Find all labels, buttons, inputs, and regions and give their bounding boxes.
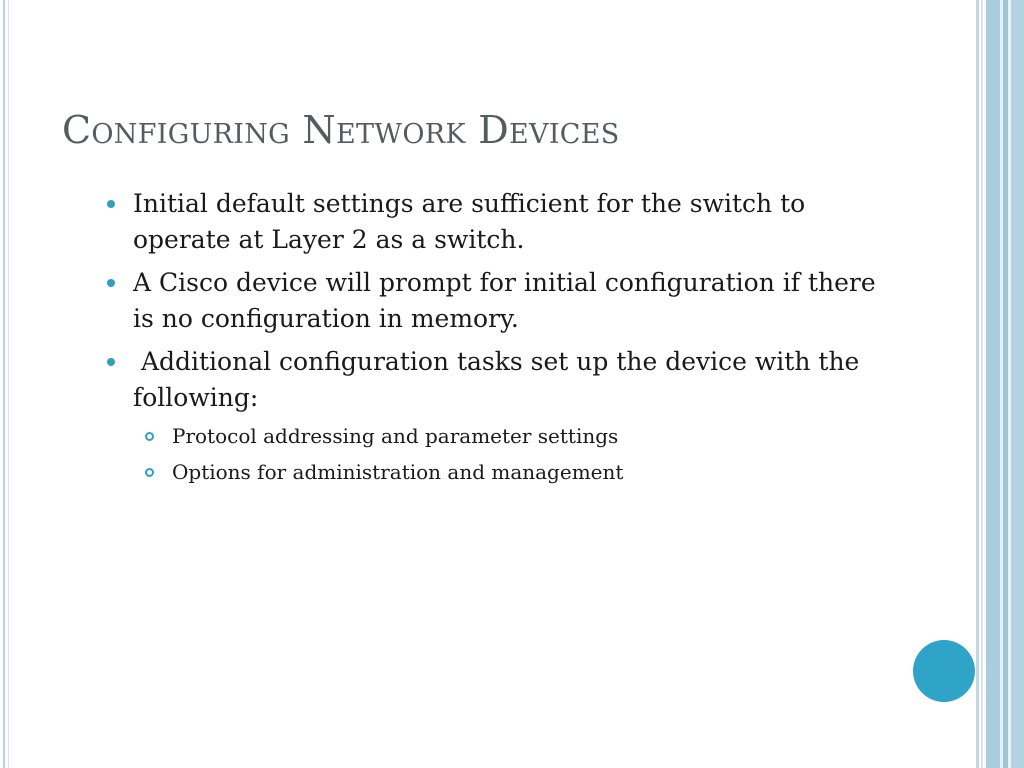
bullet-text: Initial default settings are sufficient for the switch to operate at Layer 2 as a switch. — [133, 189, 806, 254]
stripe — [1011, 0, 1024, 768]
bullet-item — [104, 186, 894, 258]
slide-title: Configuring Network Devices — [62, 108, 620, 152]
left-border-line — [3, 0, 5, 768]
right-stripe-decoration — [976, 0, 1024, 768]
sub-bullet-item — [133, 418, 894, 454]
left-border-line — [8, 0, 9, 768]
bullet-text: Additional configuration tasks set up the device with the following: — [133, 347, 868, 412]
sub-bullet-item — [133, 454, 894, 490]
bullet-dot-icon — [107, 200, 115, 208]
bullet-ring-icon — [145, 468, 154, 477]
bullet-ring-icon — [145, 432, 154, 441]
bullet-item — [104, 344, 894, 490]
sub-bullet-list — [133, 418, 894, 490]
decorative-circle — [913, 640, 975, 702]
stripe — [976, 0, 979, 768]
bullet-text: A Cisco device will prompt for initial configuration if there is no configuration in memory. — [133, 268, 876, 333]
stripe — [981, 0, 983, 768]
sub-bullet-text: Protocol addressing and parameter settings — [172, 424, 619, 448]
bullet-item — [104, 265, 894, 337]
stripe — [986, 0, 1000, 768]
bullet-dot-icon — [107, 279, 115, 287]
sub-bullet-text: Options for administration and management — [172, 460, 624, 484]
bullet-dot-icon — [107, 358, 115, 366]
bullet-list — [104, 186, 894, 490]
left-border-decoration — [0, 0, 10, 768]
slide-content — [104, 186, 894, 497]
